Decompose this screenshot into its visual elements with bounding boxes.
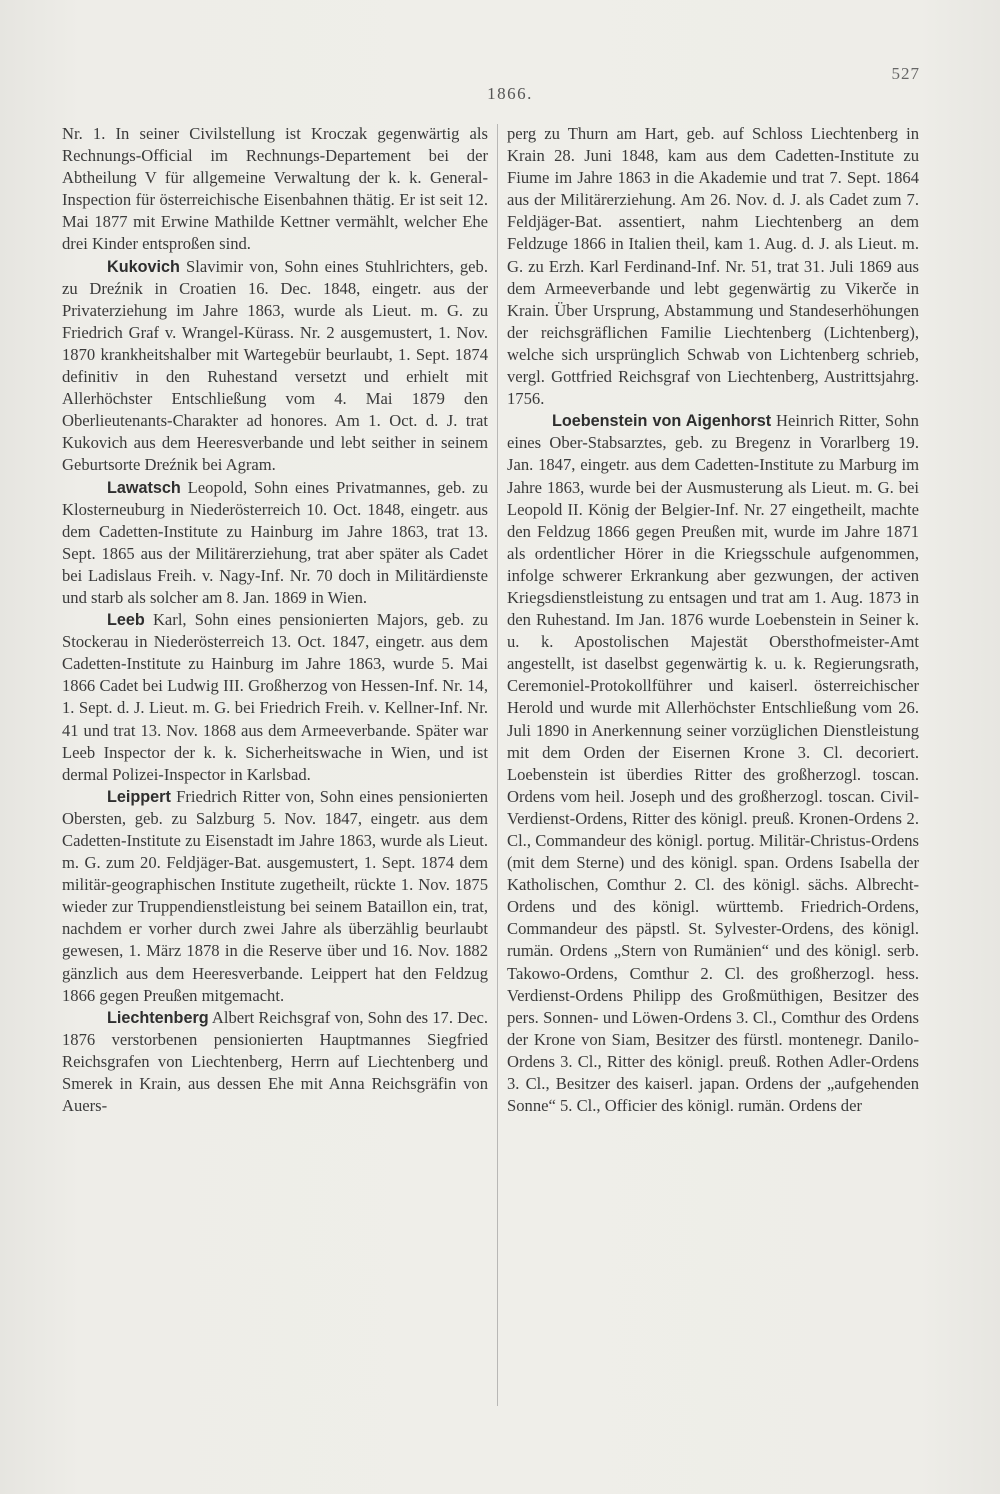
- entry-text: Friedrich Ritter von, Sohn eines pensionierten Obersten, geb. zu Salzburg 5. Nov. 1847, eingetr. aus dem Cadetten-Institute zu Eisenstadt im Jahre 1863, wurde als Lieut. m. G. zum 20. Feldjäger-Bat. ausgemustert, 1. Sept. 1874 dem militär-geographischen Institute zugetheilt, rückte 1. Nov. 1875 wieder zur Truppendienstleistung bei seinem Bataillon ein, trat, nachdem er vorher durch zwei Jahre als überzählig beurlaubt gewesen, 1. März 1878 in die Reserve über und 16. Nov. 1882 gänzlich aus dem Heeresverbande. Leippert hat den Feldzug 1866 gegen Preußen mitgemacht.: [62, 786, 488, 1005]
- entry-liechtenberg: [62, 1007, 488, 1117]
- entry-name: Leippert: [107, 787, 171, 806]
- left-column: [62, 123, 488, 1117]
- entry-name: Lawatsch: [107, 478, 181, 497]
- entry-loebenstein: [507, 410, 919, 1117]
- entry-text: Slavimir von, Sohn eines Stuhlrichters, geb. zu Dreźnik in Croatien 16. Dec. 1848, eingetr. aus der Privaterziehung im Jahre 1863, wurde als Lieut. m. G. zu Friedrich Graf v. Wrangel-Kürass. Nr. 2 ausgemustert, 1. Nov. 1870 krankheitshalber mit Wartegebür beurlaubt, 1. Sept. 1874 definitiv in den Ruhestand versetzt und erhielt mit Allerhöchster Entschließung vom 4. Mai 1879 den Oberlieutenants-Charakter ad honores. Am 1. Oct. d. J. trat Kukovich aus dem Heeresverbande und lebt seither in seinem Geburtsorte Dreźnik bei Agram.: [62, 256, 488, 475]
- entry-name: Kukovich: [107, 257, 180, 276]
- entry-kukovich: [62, 256, 488, 477]
- right-column: [507, 123, 919, 1117]
- entry-text: Albert Reichsgraf von, Sohn des 17. Dec. 1876 verstorbenen pensionierten Hauptmannes Siegfried Reichsgrafen von Liechtenberg, Herrn auf Liechtenberg und Smerek in Krain, aus dessen Ehe mit Anna Reichsgräfin von Auers-: [62, 1007, 488, 1116]
- entry-text: Karl, Sohn eines pensionierten Majors, geb. zu Stockerau in Niederösterreich 13. Oct. 1847, eingetr. aus dem Cadetten-Institute zu Hainburg im Jahre 1863, wurde 5. Mai 1866 Cadet bei Ludwig III. Großherzog von Hessen-Inf. Nr. 14, 1. Sept. d. J. Lieut. m. G. bei Friedrich Freih. v. Kellner-Inf. Nr. 41 und trat 13. Nov. 1868 aus dem Armeeverbande. Später war Leeb Inspector der k. k. Sicherheitswache in Wien, und ist dermal Polizei-Inspector in Karlsbad.: [62, 610, 488, 784]
- entry-lawatsch: [62, 477, 488, 610]
- page-number: 527: [891, 64, 920, 83]
- entry-text: perg zu Thurn am Hart, geb. auf Schloss Liechtenberg in Krain 28. Juni 1848, kam aus dem Cadetten-Institute zu Fiume im Jahre 1863 in die Akademie und trat 7. Sept. 1864 aus der Militärerziehung. Am 26. Nov. d. J. als Cadet zum 7. Feldjäger-Bat. assentiert, nahm Liechtenberg an dem Feldzuge 1866 in Italien theil, kam 1. Aug. d. J. als Lieut. m. G. zu Erzh. Karl Ferdinand-Inf. Nr. 51, trat 31. Juli 1869 aus dem Armeeverbande und lebt gegenwärtig zu Vikerče in Krain. Über Ursprung, Abstammung und Standeserhöhungen der reichsgräflichen Familie Liechtenberg (Lichtenberg), welche sich ursprünglich Schwab von Lichtenberg schrieb, vergl. Gottfried Reichsgraf von Liechtenberg, Austrittsjahrg. 1756.: [507, 124, 919, 409]
- entry-leippert: [62, 786, 488, 1007]
- entry-name: Liechtenberg: [107, 1008, 209, 1027]
- entry-text: Leopold, Sohn eines Privatmannes, geb. zu Klosterneuburg in Niederösterreich 10. Oct. 1848, eingetr. aus dem Cadetten-Institute zu Hainburg im Jahre 1863, trat 13. Sept. 1865 aus der Militärerziehung, trat aber später als Cadet bei Ladislaus Freih. v. Nagy-Inf. Nr. 70 doch in Militärdienste und starb als solcher am 8. Jan. 1869 in Wien.: [62, 477, 488, 607]
- entry-leeb: [62, 609, 488, 786]
- entry-name: Leeb: [107, 611, 145, 630]
- running-header-year: 1866.: [487, 84, 533, 103]
- column-divider: [497, 124, 498, 1406]
- entry-text: Nr. 1. In seiner Civilstellung ist Kroczak gegenwärtig als Rechnungs-Official im Rechnungs-Departement bei der Abtheilung V für allgemeine Verwaltung der k. k. General-Inspection für österreichische Eisenbahnen thätig. Er ist seit 12. Mai 1877 mit Erwine Mathilde Kettner vermählt, welcher Ehe drei Kinder entsproßen sind.: [62, 124, 488, 254]
- entry-name: Loebenstein von Aigenhorst: [552, 412, 772, 431]
- entry-text: Heinrich Ritter, Sohn eines Ober-Stabsarztes, geb. zu Bregenz in Vorarlberg 19. Jan. 1847, eingetr. aus dem Cadetten-Institute zu Marburg im Jahre 1863, wurde bei der Ausmusterung als Lieut. m. G. bei Leopold II. König der Belgier-Inf. Nr. 27 eingetheilt, machte den Feldzug 1866 gegen Preußen mit, wurde im Jahre 1871 als ordentlicher Hörer in die Kriegsschule aufgenommen, infolge schwerer Erkrankung aber gezwungen, der activen Kriegsdienstleistung zu entsagen und trat am 1. Aug. 1873 in den Ruhestand. Im Jan. 1876 wurde Loebenstein in Seiner k. u. k. Apostolischen Majestät Obersthofmeister-Amt angestellt, ist daselbst gegenwärtig k. u. k. Regierungsrath, Ceremoniel-Protokollführer und kaiserl. österreichischer Herold und wurde mit Allerhöchster Entschließung vom 26. Juli 1890 in Anerkennung seiner vorzüglichen Dienstleistung mit dem Orden der Eisernen Krone 3. Cl. decoriert. Loebenstein ist überdies Ritter des großherzogl. toscan. Ordens vom heil. Joseph und des großherzogl. toscan. Civil-Verdienst-Ordens, Ritter des königl. preuß. Kronen-Ordens 2. Cl., Commandeur des königl. portug. Militär-Christus-Ordens (mit dem Sterne) und des königl. span. Ordens Isabella der Katholischen, Comthur 2. Cl. des königl. sächs. Albrecht-Ordens und des königl. württemb. Friedrich-Ordens, Commandeur des päpstl. St. Sylvester-Ordens, des königl. rumän. Ordens „Stern von Rumänien“ und des königl. serb. Takowo-Ordens, Comthur 2. Cl. des großherzogl. hess. Verdienst-Ordens Philipp des Großmüthigen, Besitzer des pers. Sonnen- und Löwen-Ordens 3. Cl., Comthur des Ordens der Krone von Siam, Besitzer des fürstl. montenegr. Danilo-Ordens 3. Cl., Ritter des königl. preuß. Rothen Adler-Ordens 3. Cl., Besitzer des kaiserl. japan. Ordens der „aufgehenden Sonne“ 5. Cl., Officier des königl. rumän. Ordens der: [507, 411, 919, 1116]
- entry-liechtenberg-continuation: [507, 123, 919, 410]
- entry-kroczak-continuation: [62, 123, 488, 256]
